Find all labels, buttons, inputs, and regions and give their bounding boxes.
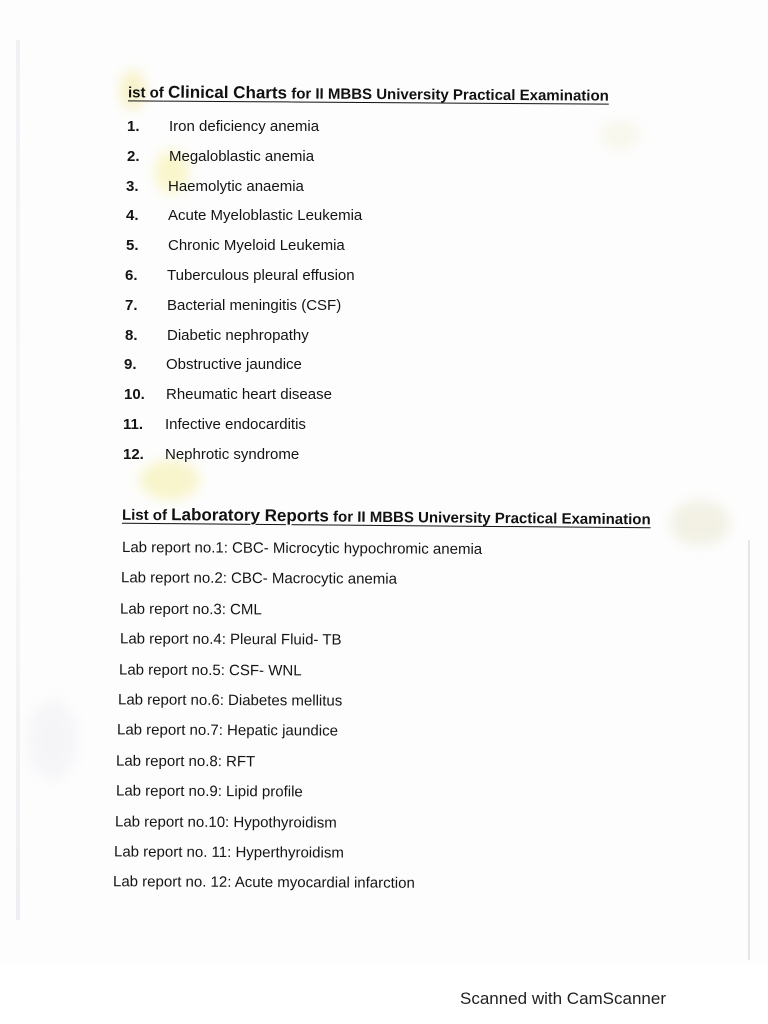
- lab-report-item: Lab report no.7: Hepatic jaundice: [116, 721, 339, 740]
- highlight-smudge: [140, 460, 200, 500]
- clinical-chart-number: 11.: [123, 416, 144, 433]
- scan-smudge: [28, 700, 78, 780]
- lab-report-item: Lab report no. 12: Acute myocardial infarction: [112, 873, 415, 892]
- lab-report-item: Lab report no.2: CBC- Macrocytic anemia: [120, 569, 397, 588]
- lab-reports-heading-emphasis: Laboratory Reports: [171, 505, 330, 526]
- clinical-chart-number: 4.: [126, 207, 139, 224]
- clinical-charts-heading: [128, 82, 609, 105]
- clinical-chart-text: Diabetic nephropathy: [167, 327, 309, 344]
- lab-reports-heading: [122, 505, 651, 530]
- lab-report-item: Lab report no.9: Lipid profile: [115, 782, 303, 801]
- lab-report-item: Lab report no.5: CSF- WNL: [118, 661, 302, 680]
- clinical-chart-number: 12.: [123, 446, 144, 463]
- clinical-chart-text: Infective endocarditis: [165, 416, 306, 433]
- clinical-chart-number: 8.: [125, 327, 138, 344]
- clinical-chart-text: Nephrotic syndrome: [165, 446, 300, 463]
- clinical-chart-text: Obstructive jaundice: [166, 356, 302, 373]
- scanner-footer: [0, 965, 768, 1024]
- clinical-chart-number: 10.: [124, 386, 145, 403]
- clinical-chart-number: 3.: [126, 178, 139, 195]
- lab-reports-heading-suffix: for II MBBS University Practical Examination: [333, 508, 651, 529]
- clinical-chart-number: 7.: [125, 297, 138, 314]
- clinical-chart-number: 6.: [125, 267, 138, 284]
- clinical-chart-text: Acute Myeloblastic Leukemia: [168, 207, 363, 224]
- clinical-chart-number: 5.: [126, 237, 139, 254]
- scanner-watermark-text: Scanned with CamScanner: [460, 989, 667, 1008]
- lab-report-item: Lab report no. 11: Hyperthyroidism: [113, 843, 344, 862]
- scan-edge-artifact-right: [748, 540, 750, 960]
- clinical-chart-text: Bacterial meningitis (CSF): [167, 297, 342, 314]
- clinical-chart-text: Rheumatic heart disease: [166, 386, 332, 403]
- clinical-chart-text: Tuberculous pleural effusion: [167, 267, 355, 284]
- lab-report-item: Lab report no.1: CBC- Microcytic hypochromic anemia: [121, 539, 483, 558]
- clinical-chart-number: 1.: [127, 118, 140, 135]
- clinical-chart-text: Haemolytic anaemia: [168, 178, 304, 195]
- scan-edge-artifact: [16, 40, 20, 920]
- clinical-chart-number: 2.: [127, 148, 140, 165]
- clinical-charts-heading-emphasis: Clinical Charts: [167, 82, 288, 103]
- lab-report-item: Lab report no.10: Hypothyroidism: [114, 813, 337, 832]
- scan-smudge: [670, 500, 730, 546]
- lab-report-item: Lab report no.3: CML: [119, 600, 262, 619]
- lab-reports-heading-prefix: List of: [121, 506, 168, 525]
- scan-smudge: [600, 120, 640, 150]
- clinical-charts-heading-prefix: ist of: [127, 84, 164, 102]
- clinical-chart-text: Iron deficiency anemia: [169, 118, 320, 135]
- clinical-chart-number: 9.: [124, 356, 137, 373]
- clinical-charts-heading-suffix: for II MBBS University Practical Examination: [291, 85, 609, 105]
- clinical-chart-text: Chronic Myeloid Leukemia: [168, 237, 345, 254]
- lab-report-item: Lab report no.4: Pleural Fluid- TB: [119, 630, 342, 649]
- lab-report-item: Lab report no.8: RFT: [115, 752, 256, 771]
- clinical-chart-text: Megaloblastic anemia: [169, 148, 315, 165]
- lab-report-item: Lab report no.6: Diabetes mellitus: [117, 691, 343, 710]
